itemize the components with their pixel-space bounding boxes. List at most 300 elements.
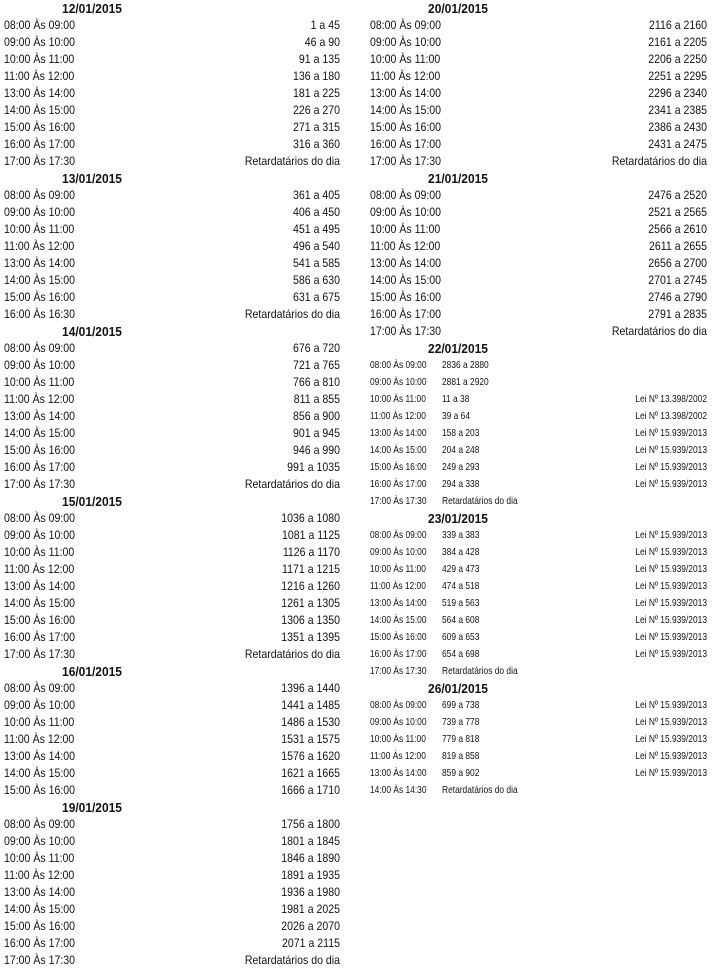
schedule-row bbox=[4, 357, 340, 374]
number-range: 249 a 293 bbox=[442, 461, 480, 473]
schedule-row bbox=[4, 697, 340, 714]
schedule-row bbox=[4, 935, 340, 952]
number-range: 676 a 720 bbox=[293, 341, 340, 355]
schedule-row bbox=[370, 765, 707, 782]
time-slot: 14:00 Às 14:30 bbox=[370, 784, 427, 796]
time-slot: 17:00 Às 17:30 bbox=[370, 665, 427, 677]
schedule-right-column bbox=[370, 0, 707, 799]
time-slot: 16:00 Às 17:00 bbox=[370, 478, 427, 490]
number-range: 654 a 698 bbox=[442, 648, 480, 660]
time-slot: 14:00 Às 15:00 bbox=[370, 273, 442, 287]
day-date-heading: 26/01/2015 bbox=[428, 681, 488, 696]
time-slot: 16:00 Às 17:00 bbox=[4, 460, 76, 474]
day-date-heading: 13/01/2015 bbox=[62, 171, 122, 186]
schedule-row bbox=[4, 561, 340, 578]
time-slot: 14:00 Às 15:00 bbox=[4, 902, 76, 916]
number-range: 429 a 473 bbox=[442, 563, 480, 575]
time-slot: 11:00 Às 12:00 bbox=[370, 239, 441, 253]
time-slot: 17:00 Às 17:30 bbox=[4, 953, 76, 967]
law-reference: Lei Nº 13.398/2002 bbox=[635, 393, 707, 405]
law-reference bbox=[583, 357, 707, 374]
law-reference: Lei Nº 15.939/2013 bbox=[635, 529, 707, 541]
number-range: 204 a 248 bbox=[442, 444, 480, 456]
time-slot: 16:00 Às 17:00 bbox=[370, 307, 442, 321]
time-slot: 09:00 Às 10:00 bbox=[4, 205, 76, 219]
time-slot: 10:00 Às 11:00 bbox=[370, 52, 441, 66]
time-slot: 08:00 Às 09:00 bbox=[370, 699, 427, 711]
time-slot: 16:00 Às 17:00 bbox=[4, 137, 76, 151]
schedule-row bbox=[4, 442, 340, 459]
number-range: 541 a 585 bbox=[293, 256, 340, 270]
number-range: 451 a 495 bbox=[293, 222, 340, 236]
number-range: 519 a 563 bbox=[442, 597, 480, 609]
number-range: 2521 a 2565 bbox=[648, 205, 707, 219]
number-range: 1216 a 1260 bbox=[281, 579, 340, 593]
number-range: 1441 a 1485 bbox=[281, 698, 340, 712]
time-slot: 09:00 Às 10:00 bbox=[4, 698, 76, 712]
schedule-row bbox=[370, 221, 707, 238]
time-slot: 13:00 Às 14:00 bbox=[370, 86, 442, 100]
time-slot: 14:00 Às 15:00 bbox=[4, 103, 76, 117]
schedule-row bbox=[4, 527, 340, 544]
number-range: 1801 a 1845 bbox=[281, 834, 340, 848]
time-slot: 13:00 Às 14:00 bbox=[4, 749, 76, 763]
schedule-row bbox=[370, 204, 707, 221]
time-slot: 08:00 Às 09:00 bbox=[370, 188, 442, 202]
schedule-row bbox=[370, 34, 707, 51]
time-slot: 13:00 Às 14:00 bbox=[4, 409, 76, 423]
time-slot: 10:00 Às 11:00 bbox=[370, 563, 426, 575]
schedule-row bbox=[370, 119, 707, 136]
number-range: 1171 a 1215 bbox=[282, 562, 340, 576]
time-slot: 09:00 Às 10:00 bbox=[370, 546, 427, 558]
day-date-heading: 14/01/2015 bbox=[62, 324, 122, 339]
number-range: 2656 a 2700 bbox=[648, 256, 707, 270]
number-range: 226 a 270 bbox=[293, 103, 340, 117]
number-range: 699 a 738 bbox=[442, 699, 480, 711]
law-reference: Lei Nº 15.939/2013 bbox=[635, 648, 707, 660]
schedule-row bbox=[4, 17, 340, 34]
number-range: Retardatários do dia bbox=[244, 154, 340, 168]
day-section bbox=[370, 680, 707, 799]
time-slot: 13:00 Às 14:00 bbox=[370, 597, 427, 609]
schedule-row bbox=[4, 680, 340, 697]
number-range: 946 a 990 bbox=[293, 443, 340, 457]
schedule-row bbox=[370, 544, 707, 561]
law-reference: Lei Nº 15.939/2013 bbox=[635, 767, 707, 779]
law-reference: Lei Nº 15.939/2013 bbox=[635, 563, 707, 575]
time-slot: 14:00 Às 15:00 bbox=[370, 614, 427, 626]
schedule-row bbox=[4, 816, 340, 833]
number-range: 1666 a 1710 bbox=[281, 783, 340, 797]
time-slot: 16:00 Às 17:00 bbox=[4, 630, 76, 644]
law-reference bbox=[583, 782, 707, 799]
number-range: 2791 a 2835 bbox=[648, 307, 707, 321]
day-date-heading: 19/01/2015 bbox=[62, 800, 122, 815]
schedule-row bbox=[370, 595, 707, 612]
number-range: 2476 a 2520 bbox=[648, 188, 707, 202]
number-range: Retardatários do dia bbox=[244, 477, 340, 491]
schedule-row bbox=[370, 68, 707, 85]
day-section bbox=[370, 170, 707, 340]
schedule-row bbox=[4, 765, 340, 782]
schedule-row bbox=[4, 731, 340, 748]
number-range: 779 a 818 bbox=[442, 733, 480, 745]
number-range: 1486 a 1530 bbox=[281, 715, 340, 729]
number-range: Retardatários do dia bbox=[611, 154, 707, 168]
time-slot: 10:00 Às 11:00 bbox=[4, 375, 75, 389]
time-slot: 08:00 Às 09:00 bbox=[4, 188, 76, 202]
schedule-row bbox=[4, 289, 340, 306]
number-range: 739 a 778 bbox=[442, 716, 480, 728]
number-range: 2431 a 2475 bbox=[648, 137, 707, 151]
number-range: 2566 a 2610 bbox=[648, 222, 707, 236]
number-range: 1981 a 2025 bbox=[281, 902, 340, 916]
schedule-row bbox=[4, 68, 340, 85]
schedule-row bbox=[370, 697, 707, 714]
time-slot: 10:00 Às 11:00 bbox=[4, 222, 75, 236]
number-range: 1081 a 1125 bbox=[282, 528, 340, 542]
number-range: 811 a 855 bbox=[293, 392, 340, 406]
time-slot: 15:00 Às 16:00 bbox=[4, 443, 76, 457]
number-range: 1936 a 1980 bbox=[281, 885, 340, 899]
schedule-row bbox=[4, 901, 340, 918]
number-range: 1126 a 1170 bbox=[282, 545, 340, 559]
schedule-row bbox=[370, 442, 707, 459]
time-slot: 13:00 Às 14:00 bbox=[4, 256, 76, 270]
time-slot: 10:00 Às 11:00 bbox=[370, 733, 426, 745]
time-slot: 09:00 Às 10:00 bbox=[370, 376, 427, 388]
schedule-row bbox=[370, 187, 707, 204]
law-reference: Lei Nº 15.939/2013 bbox=[635, 478, 707, 490]
time-slot: 11:00 Às 12:00 bbox=[4, 392, 75, 406]
time-slot: 13:00 Às 14:00 bbox=[4, 579, 76, 593]
number-range: 294 a 338 bbox=[442, 478, 480, 490]
schedule-row bbox=[4, 238, 340, 255]
law-reference: Lei Nº 13.398/2002 bbox=[635, 410, 707, 422]
time-slot: 11:00 Às 12:00 bbox=[4, 69, 75, 83]
schedule-row bbox=[4, 714, 340, 731]
time-slot: 17:00 Às 17:30 bbox=[4, 477, 76, 491]
schedule-row bbox=[4, 884, 340, 901]
number-range: 991 a 1035 bbox=[287, 460, 340, 474]
time-slot: 08:00 Às 09:00 bbox=[370, 18, 442, 32]
schedule-row bbox=[370, 748, 707, 765]
number-range: 2161 a 2205 bbox=[648, 35, 707, 49]
law-reference bbox=[583, 663, 707, 680]
schedule-row bbox=[370, 357, 707, 374]
schedule-row bbox=[4, 34, 340, 51]
time-slot: 09:00 Às 10:00 bbox=[370, 205, 442, 219]
law-reference: Lei Nº 15.939/2013 bbox=[635, 733, 707, 745]
number-range: 474 a 518 bbox=[442, 580, 480, 592]
schedule-row bbox=[370, 714, 707, 731]
number-range: 1 a 45 bbox=[310, 18, 340, 32]
time-slot: 15:00 Às 16:00 bbox=[370, 120, 442, 134]
day-section bbox=[4, 663, 340, 799]
number-range: 1036 a 1080 bbox=[281, 511, 340, 525]
schedule-row bbox=[370, 323, 707, 340]
schedule-row bbox=[4, 544, 340, 561]
schedule-row bbox=[370, 17, 707, 34]
time-slot: 13:00 Às 14:00 bbox=[370, 427, 427, 439]
schedule-row bbox=[370, 425, 707, 442]
schedule-row bbox=[4, 187, 340, 204]
schedule-row bbox=[4, 153, 340, 170]
number-range: 586 a 630 bbox=[293, 273, 340, 287]
time-slot: 15:00 Às 16:00 bbox=[4, 613, 76, 627]
time-slot: 16:00 Às 16:30 bbox=[4, 307, 76, 321]
day-date-heading: 12/01/2015 bbox=[62, 1, 122, 16]
time-slot: 13:00 Às 14:00 bbox=[370, 767, 427, 779]
number-range: 609 a 653 bbox=[442, 631, 480, 643]
time-slot: 08:00 Às 09:00 bbox=[4, 511, 76, 525]
number-range: 901 a 945 bbox=[293, 426, 340, 440]
number-range: 1756 a 1800 bbox=[281, 817, 340, 831]
time-slot: 08:00 Às 09:00 bbox=[4, 817, 76, 831]
time-slot: 15:00 Às 16:00 bbox=[370, 461, 427, 473]
schedule-row bbox=[4, 578, 340, 595]
law-reference bbox=[583, 493, 707, 510]
number-range: 631 a 675 bbox=[293, 290, 340, 304]
day-section bbox=[4, 0, 340, 170]
number-range: 859 a 902 bbox=[442, 767, 480, 779]
number-range: 1891 a 1935 bbox=[281, 868, 340, 882]
time-slot: 11:00 Às 12:00 bbox=[370, 580, 426, 592]
day-date-heading: 21/01/2015 bbox=[428, 171, 488, 186]
schedule-row bbox=[370, 527, 707, 544]
time-slot: 08:00 Às 09:00 bbox=[370, 359, 427, 371]
schedule-row bbox=[4, 408, 340, 425]
schedule-row bbox=[4, 476, 340, 493]
law-reference bbox=[583, 374, 707, 391]
number-range: Retardatários do dia bbox=[442, 495, 518, 507]
schedule-row bbox=[4, 255, 340, 272]
number-range: 2836 a 2880 bbox=[442, 359, 489, 371]
schedule-row bbox=[4, 646, 340, 663]
time-slot: 14:00 Às 15:00 bbox=[4, 596, 76, 610]
time-slot: 17:00 Às 17:30 bbox=[4, 154, 76, 168]
number-range: Retardatários do dia bbox=[244, 647, 340, 661]
day-section bbox=[4, 170, 340, 323]
number-range: 1351 a 1395 bbox=[281, 630, 340, 644]
time-slot: 09:00 Às 10:00 bbox=[370, 716, 427, 728]
time-slot: 10:00 Às 11:00 bbox=[4, 715, 75, 729]
law-reference: Lei Nº 15.939/2013 bbox=[635, 597, 707, 609]
law-reference: Lei Nº 15.939/2013 bbox=[635, 699, 707, 711]
schedule-row bbox=[4, 918, 340, 935]
time-slot: 15:00 Às 16:00 bbox=[4, 290, 76, 304]
schedule-row bbox=[370, 561, 707, 578]
day-date-heading: 20/01/2015 bbox=[428, 1, 488, 16]
schedule-left-column bbox=[4, 0, 340, 969]
time-slot: 13:00 Às 14:00 bbox=[4, 885, 76, 899]
number-range: 1261 a 1305 bbox=[281, 596, 340, 610]
time-slot: 08:00 Às 09:00 bbox=[4, 681, 76, 695]
number-range: 2071 a 2115 bbox=[282, 936, 340, 950]
schedule-row bbox=[4, 612, 340, 629]
schedule-row bbox=[370, 782, 707, 799]
time-slot: 11:00 Às 12:00 bbox=[4, 732, 75, 746]
number-range: 39 a 64 bbox=[442, 410, 471, 422]
time-slot: 10:00 Às 11:00 bbox=[4, 851, 75, 865]
day-date-heading: 23/01/2015 bbox=[428, 511, 488, 526]
number-range: 271 a 315 bbox=[293, 120, 340, 134]
number-range: 2746 a 2790 bbox=[648, 290, 707, 304]
law-reference: Lei Nº 15.939/2013 bbox=[635, 461, 707, 473]
schedule-row bbox=[370, 238, 707, 255]
number-range: Retardatários do dia bbox=[442, 784, 518, 796]
schedule-row bbox=[4, 850, 340, 867]
day-date-heading: 16/01/2015 bbox=[62, 664, 122, 679]
schedule-row bbox=[4, 595, 340, 612]
schedule-row bbox=[370, 153, 707, 170]
schedule-row bbox=[370, 578, 707, 595]
schedule-row bbox=[4, 51, 340, 68]
time-slot: 16:00 Às 17:00 bbox=[370, 137, 442, 151]
number-range: 2341 a 2385 bbox=[648, 103, 707, 117]
schedule-row bbox=[4, 391, 340, 408]
number-range: 91 a 135 bbox=[298, 52, 340, 66]
number-range: 721 a 765 bbox=[293, 358, 340, 372]
time-slot: 10:00 Às 11:00 bbox=[4, 545, 75, 559]
schedule-row bbox=[370, 136, 707, 153]
law-reference: Lei Nº 15.939/2013 bbox=[635, 444, 707, 456]
time-slot: 08:00 Às 09:00 bbox=[4, 341, 76, 355]
day-section bbox=[4, 799, 340, 969]
time-slot: 13:00 Às 14:00 bbox=[370, 256, 442, 270]
day-section bbox=[370, 340, 707, 510]
time-slot: 14:00 Às 15:00 bbox=[370, 103, 442, 117]
time-slot: 15:00 Às 16:00 bbox=[4, 120, 76, 134]
time-slot: 08:00 Às 09:00 bbox=[370, 529, 427, 541]
schedule-row bbox=[370, 289, 707, 306]
schedule-row bbox=[4, 952, 340, 969]
schedule-row bbox=[4, 629, 340, 646]
law-reference: Lei Nº 15.939/2013 bbox=[635, 750, 707, 762]
number-range: 2116 a 2160 bbox=[649, 18, 707, 32]
time-slot: 17:00 Às 17:30 bbox=[4, 647, 76, 661]
number-range: 2026 a 2070 bbox=[281, 919, 340, 933]
day-section bbox=[4, 323, 340, 493]
time-slot: 11:00 Às 12:00 bbox=[370, 69, 441, 83]
number-range: 361 a 405 bbox=[293, 188, 340, 202]
number-range: 766 a 810 bbox=[293, 375, 340, 389]
schedule-row bbox=[4, 272, 340, 289]
law-reference: Lei Nº 15.939/2013 bbox=[635, 427, 707, 439]
schedule-row bbox=[370, 374, 707, 391]
time-slot: 09:00 Às 10:00 bbox=[4, 528, 76, 542]
number-range: 181 a 225 bbox=[293, 86, 340, 100]
time-slot: 15:00 Às 16:00 bbox=[4, 783, 76, 797]
time-slot: 09:00 Às 10:00 bbox=[4, 834, 76, 848]
number-range: Retardatários do dia bbox=[611, 324, 707, 338]
number-range: 158 a 203 bbox=[442, 427, 480, 439]
number-range: 2611 a 2655 bbox=[649, 239, 707, 253]
number-range: 136 a 180 bbox=[293, 69, 340, 83]
time-slot: 11:00 Às 12:00 bbox=[4, 562, 75, 576]
schedule-row bbox=[370, 85, 707, 102]
time-slot: 16:00 Às 17:00 bbox=[370, 648, 427, 660]
number-range: 856 a 900 bbox=[293, 409, 340, 423]
number-range: 2701 a 2745 bbox=[648, 273, 707, 287]
time-slot: 11:00 Às 12:00 bbox=[370, 410, 426, 422]
time-slot: 11:00 Às 12:00 bbox=[370, 750, 426, 762]
time-slot: 15:00 Às 16:00 bbox=[370, 290, 442, 304]
time-slot: 15:00 Às 16:00 bbox=[370, 631, 427, 643]
schedule-row bbox=[370, 459, 707, 476]
number-range: 1576 a 1620 bbox=[281, 749, 340, 763]
schedule-row bbox=[370, 408, 707, 425]
schedule-row bbox=[4, 306, 340, 323]
schedule-row bbox=[4, 833, 340, 850]
schedule-row bbox=[4, 374, 340, 391]
number-range: 1846 a 1890 bbox=[281, 851, 340, 865]
schedule-row bbox=[4, 782, 340, 799]
law-reference: Lei Nº 15.939/2013 bbox=[635, 580, 707, 592]
time-slot: 09:00 Às 10:00 bbox=[370, 35, 442, 49]
time-slot: 16:00 Às 17:00 bbox=[4, 936, 76, 950]
number-range: 2251 a 2295 bbox=[648, 69, 707, 83]
schedule-row bbox=[4, 221, 340, 238]
time-slot: 17:00 Às 17:30 bbox=[370, 154, 442, 168]
schedule-row bbox=[370, 493, 707, 510]
time-slot: 09:00 Às 10:00 bbox=[4, 358, 76, 372]
law-reference: Lei Nº 15.939/2013 bbox=[635, 716, 707, 728]
schedule-row bbox=[4, 748, 340, 765]
schedule-row bbox=[4, 204, 340, 221]
schedule-row bbox=[370, 102, 707, 119]
schedule-row bbox=[370, 731, 707, 748]
time-slot: 11:00 Às 12:00 bbox=[4, 868, 75, 882]
number-range: 11 a 38 bbox=[442, 393, 470, 405]
schedule-row bbox=[4, 85, 340, 102]
schedule-row bbox=[4, 867, 340, 884]
number-range: 819 a 858 bbox=[442, 750, 480, 762]
schedule-row bbox=[370, 629, 707, 646]
number-range: 2881 a 2920 bbox=[442, 376, 489, 388]
schedule-row bbox=[370, 51, 707, 68]
time-slot: 17:00 Às 17:30 bbox=[370, 324, 442, 338]
time-slot: 10:00 Às 11:00 bbox=[370, 222, 441, 236]
time-slot: 13:00 Às 14:00 bbox=[4, 86, 76, 100]
number-range: 1621 a 1665 bbox=[281, 766, 340, 780]
day-section bbox=[370, 510, 707, 680]
number-range: 46 a 90 bbox=[304, 35, 340, 49]
schedule-row bbox=[4, 136, 340, 153]
number-range: 2296 a 2340 bbox=[648, 86, 707, 100]
time-slot: 15:00 Às 16:00 bbox=[4, 919, 76, 933]
number-range: 1396 a 1440 bbox=[281, 681, 340, 695]
schedule-row bbox=[370, 272, 707, 289]
number-range: 2206 a 2250 bbox=[648, 52, 707, 66]
number-range: Retardatários do dia bbox=[244, 307, 340, 321]
law-reference: Lei Nº 15.939/2013 bbox=[635, 631, 707, 643]
number-range: Retardatários do dia bbox=[442, 665, 518, 677]
number-range: 339 a 383 bbox=[442, 529, 480, 541]
schedule-row bbox=[370, 663, 707, 680]
schedule-row bbox=[4, 102, 340, 119]
schedule-row bbox=[370, 476, 707, 493]
number-range: Retardatários do dia bbox=[244, 953, 340, 967]
law-reference: Lei Nº 15.939/2013 bbox=[635, 614, 707, 626]
day-date-heading: 22/01/2015 bbox=[428, 341, 488, 356]
time-slot: 10:00 Às 11:00 bbox=[4, 52, 75, 66]
schedule-row bbox=[370, 391, 707, 408]
number-range: 1306 a 1350 bbox=[281, 613, 340, 627]
time-slot: 09:00 Às 10:00 bbox=[4, 35, 76, 49]
time-slot: 14:00 Às 15:00 bbox=[4, 273, 76, 287]
